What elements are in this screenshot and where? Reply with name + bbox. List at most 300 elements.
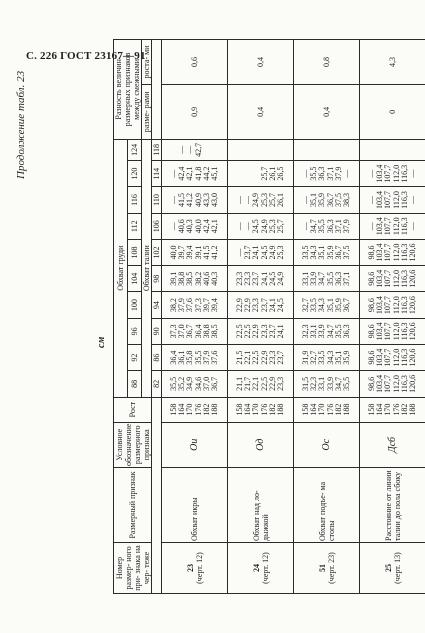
measurement-value: 23,7 <box>243 245 253 260</box>
value-cell <box>162 139 228 160</box>
col-number-header: Номер размер- ного при- знака на чер- теже <box>114 543 152 594</box>
waist-value: 118 <box>152 139 162 160</box>
measurement-value: 40,0 <box>169 245 179 260</box>
measurement-value: 98,6 <box>367 350 377 365</box>
measurement-value: 38,8 <box>201 324 211 339</box>
measurement-value: 103,4 <box>375 296 385 315</box>
measurement-value: 107,7 <box>383 269 393 288</box>
measurement-value: 40,0 <box>193 219 203 234</box>
measurement-value: 98,6 <box>367 245 377 260</box>
measurement-value: 22,9 <box>235 298 245 313</box>
value-cell <box>294 266 360 292</box>
measurement-value: 36,7 <box>325 192 335 207</box>
measurement-value: — <box>235 195 245 204</box>
measurement-value: 34,3 <box>309 245 319 260</box>
height-value: 176 <box>193 403 203 416</box>
rotated-page <box>13 33 417 598</box>
measurement-value: 22,9 <box>243 298 253 313</box>
waist-value: 82 <box>152 371 162 397</box>
measurement-value: 24,5 <box>251 219 261 234</box>
table-row <box>228 40 294 594</box>
measurement-value: 39,7 <box>201 298 211 313</box>
measurement-value: 24,1 <box>267 298 277 313</box>
value-cell <box>360 187 425 213</box>
measurement-value: 103,4 <box>375 164 385 183</box>
waist-value: 110 <box>152 187 162 213</box>
height-value: 188 <box>275 403 285 416</box>
measurement-value: 31,5 <box>301 376 311 391</box>
measurement-value: 38,8 <box>177 271 187 286</box>
measurement-value: 24,9 <box>275 271 285 286</box>
measurement-value: 37,3 <box>193 298 203 313</box>
measurement-value: — <box>185 145 195 154</box>
measurement-value: 33,5 <box>317 350 327 365</box>
measurement-value: 23,3 <box>267 350 277 365</box>
value-cell <box>162 161 228 187</box>
measurement-value: 34,3 <box>317 298 327 313</box>
table-row <box>162 40 228 594</box>
waist-value: 94 <box>152 292 162 318</box>
measurement-value: 42,4 <box>177 166 187 181</box>
row-feature-name: Обхват над ло- дыжкой <box>228 468 294 543</box>
measurement-value: 33,9 <box>309 271 319 286</box>
waist-header <box>142 139 152 397</box>
measurement-value: 25,3 <box>275 245 285 260</box>
height-value: 158 <box>169 403 179 416</box>
diff-height-value: 0,8 <box>294 40 360 85</box>
measurement-value: 23,7 <box>251 271 261 286</box>
measurement-value: — <box>243 222 253 231</box>
measurement-value: 22,9 <box>251 324 261 339</box>
measurement-value: 39,4 <box>185 245 195 260</box>
measurement-value: — <box>341 169 351 178</box>
measurement-value: 23,7 <box>259 298 269 313</box>
diff-spacer <box>152 40 162 140</box>
diff-size-header: разме- рами <box>142 84 152 139</box>
measurement-value: 37,1 <box>333 219 343 234</box>
measurement-value: 35,8 <box>185 350 195 365</box>
measurement-value: 98,6 <box>367 271 377 286</box>
measurement-value: 33,5 <box>301 245 311 260</box>
measurement-value: — <box>407 169 417 178</box>
chest-header: Обхват груди <box>114 139 128 397</box>
measurement-value: — <box>367 195 377 204</box>
measurement-value: 103,4 <box>375 348 385 367</box>
measurement-value: 112,0 <box>391 296 401 314</box>
measurement-value: 21,7 <box>243 376 253 391</box>
measurement-value: 103,4 <box>375 374 385 393</box>
col-name-header: Размерный признак <box>114 468 152 543</box>
row-feature-name: Обхват икры <box>162 468 228 543</box>
chest-value: 108 <box>128 239 142 265</box>
measurement-value: 35,1 <box>325 298 335 313</box>
measurement-value: 40,3 <box>209 271 219 286</box>
measurement-value: — <box>301 195 311 204</box>
height-value: 170 <box>317 403 327 416</box>
measurement-value: 37,9 <box>201 350 211 365</box>
measurement-value: 22,1 <box>251 376 261 391</box>
measurement-value: 98,6 <box>367 324 377 339</box>
height-value: 164 <box>309 403 319 416</box>
measurement-value: 40,9 <box>193 192 203 207</box>
measurement-value: 40,3 <box>185 219 195 234</box>
measurement-value: 21,1 <box>235 376 245 391</box>
measurement-value: 24,1 <box>251 245 261 260</box>
measurement-value: — <box>301 169 311 178</box>
table-caption: Продолжение табл. 23 <box>15 70 27 179</box>
measurement-value: 116,3 <box>399 322 409 341</box>
measurement-value: 35,5 <box>169 376 179 391</box>
row-number <box>228 543 294 594</box>
waist-value: 114 <box>152 161 162 187</box>
value-cell <box>360 213 425 239</box>
measurement-value: 35,1 <box>317 245 327 260</box>
measurement-value: 22,9 <box>267 376 277 391</box>
measurement-value: — <box>235 248 245 257</box>
measurement-value: 26,1 <box>267 166 277 181</box>
measurement-value: 33,9 <box>317 324 327 339</box>
measurement-value: 112,0 <box>391 269 401 288</box>
measurement-value: 34,7 <box>325 324 335 339</box>
measurement-value: 98,6 <box>367 376 377 391</box>
waist-value: 86 <box>152 345 162 371</box>
height-value: 188 <box>341 403 351 416</box>
measurement-value: 35,5 <box>325 271 335 286</box>
measurement-value: 107,7 <box>383 217 393 236</box>
unit-label: см <box>96 336 107 348</box>
measurement-value: 32,7 <box>301 298 311 313</box>
measurement-value: 120,6 <box>407 374 417 393</box>
measurement-value: 37,9 <box>341 219 351 234</box>
measurement-value: 107,7 <box>383 296 393 315</box>
measurement-value: 22,5 <box>251 350 261 365</box>
measurement-value: 37,9 <box>333 166 343 181</box>
measurement-value: 32,3 <box>301 324 311 339</box>
value-cell <box>228 266 294 292</box>
chest-value: 88 <box>128 371 142 397</box>
col-symbol-header: Условное обозначение размерного признака <box>114 423 151 466</box>
measurement-value: 41,8 <box>193 166 203 181</box>
value-cell <box>162 239 228 265</box>
height-value: 158 <box>367 403 377 416</box>
value-cell <box>162 345 228 371</box>
measurement-value: 41,2 <box>209 245 219 260</box>
value-cell <box>360 292 425 318</box>
measurement-value: 24,9 <box>267 245 277 260</box>
measurement-value: 107,7 <box>383 374 393 393</box>
measurement-value: 42,7 <box>193 142 203 157</box>
value-cell <box>360 318 425 344</box>
measurement-value: 116,3 <box>399 348 409 367</box>
measurement-value: 34,6 <box>193 376 203 391</box>
chest-value: 96 <box>128 318 142 344</box>
value-cell <box>228 345 294 371</box>
value-cell <box>360 239 425 265</box>
measurement-value: 22,1 <box>243 350 253 365</box>
measurement-value: 37,1 <box>341 271 351 286</box>
measurement-value: 120,6 <box>407 269 417 288</box>
row-number-value: 51 <box>317 564 327 572</box>
row-symbol: Дсб <box>360 422 425 467</box>
value-cell <box>294 213 360 239</box>
row-number <box>360 543 425 594</box>
measurement-value: 34,3 <box>325 350 335 365</box>
diff-height-value: 0,6 <box>162 40 228 85</box>
measurement-value: — <box>367 222 377 231</box>
measurement-value: 103,4 <box>375 217 385 236</box>
measurement-value: 36,4 <box>193 324 203 339</box>
measurement-value: 24,5 <box>275 298 285 313</box>
measurement-value: 38,2 <box>169 298 179 313</box>
measurement-value: 24,9 <box>259 219 269 234</box>
height-value: 182 <box>333 403 343 416</box>
table-row <box>360 40 425 594</box>
measurement-value: 23,3 <box>243 271 253 286</box>
value-cell <box>162 318 228 344</box>
height-value: 176 <box>325 403 335 416</box>
height-value: 182 <box>267 403 277 416</box>
measurement-value: 37,0 <box>201 376 211 391</box>
measurement-value: 34,7 <box>309 219 319 234</box>
measurement-value: — <box>407 195 417 204</box>
measurement-value: — <box>169 195 179 204</box>
diff-size-value: 0,4 <box>294 84 360 139</box>
value-cell <box>294 371 360 397</box>
measurement-value: 41,5 <box>201 245 211 260</box>
measurement-value: 42,4 <box>201 219 211 234</box>
waist-values-row <box>152 40 162 594</box>
measurement-value: 36,3 <box>317 166 327 181</box>
measurement-value: 34,7 <box>317 271 327 286</box>
waist-value: 106 <box>152 213 162 239</box>
chest-value: 116 <box>128 187 142 213</box>
diff-height-value: 4,3 <box>360 40 425 85</box>
height-value: 164 <box>177 403 187 416</box>
measurement-value: 107,7 <box>383 243 393 262</box>
measurement-value: 22,5 <box>243 324 253 339</box>
value-cell <box>162 187 228 213</box>
row-drawing-ref: (черт. 13) <box>392 552 402 584</box>
height-value: 158 <box>301 403 311 416</box>
measurement-value: 23,3 <box>235 271 245 286</box>
measurement-value: 36,3 <box>341 324 351 339</box>
measurement-value: 24,1 <box>259 271 269 286</box>
measurement-value: 43,3 <box>201 192 211 207</box>
value-cell <box>228 371 294 397</box>
measurement-value: 25,7 <box>275 219 285 234</box>
measurement-value: 24,5 <box>259 245 269 260</box>
value-cell <box>294 161 360 187</box>
height-value: 164 <box>375 403 385 416</box>
measurement-value: 40,6 <box>201 271 211 286</box>
measurement-value: 24,9 <box>251 192 261 207</box>
measurement-value: 36,7 <box>333 245 343 260</box>
row-number <box>162 543 228 594</box>
table-row <box>294 40 360 594</box>
height-value: 188 <box>209 403 219 416</box>
row-symbol: Ои <box>162 422 228 467</box>
waist-value: 98 <box>152 266 162 292</box>
measurement-value: — <box>169 169 179 178</box>
measurement-value: 22,5 <box>259 376 269 391</box>
measurement-value: 120,6 <box>407 322 417 341</box>
measurement-value: 22,9 <box>259 350 269 365</box>
measurement-value: 37,6 <box>209 350 219 365</box>
measurement-value: 36,7 <box>341 298 351 313</box>
measurement-value: 23,3 <box>259 324 269 339</box>
measurement-value <box>343 141 351 159</box>
measurement-value: 116,3 <box>399 164 409 183</box>
value-cell <box>162 292 228 318</box>
diff-height-header: роста- ми <box>142 40 152 85</box>
measurement-value: 120,6 <box>407 296 417 315</box>
row-drawing-ref: (черт. 23) <box>326 552 336 584</box>
measurement-value: 36,3 <box>325 219 335 234</box>
measurement-value: 35,9 <box>341 350 351 365</box>
row-symbol: Од <box>228 422 294 467</box>
value-cell <box>294 318 360 344</box>
value-cell <box>162 213 228 239</box>
row-heights <box>360 397 425 422</box>
height-value: 164 <box>243 403 253 416</box>
value-cell <box>360 266 425 292</box>
difference-header: Разность величин размерных признаков между смежными <box>114 40 142 140</box>
measurement-value: 35,1 <box>309 192 319 207</box>
measurement-value: 33,9 <box>325 376 335 391</box>
measurement-value: 39,1 <box>193 245 203 260</box>
measurement-value: 33,1 <box>301 271 311 286</box>
measurement-value: 36,7 <box>209 376 219 391</box>
chest-value: 120 <box>128 161 142 187</box>
measurement-value: 26,1 <box>275 192 285 207</box>
value-cell <box>294 187 360 213</box>
measurement-value: 39,1 <box>169 271 179 286</box>
measurement-value: 38,5 <box>209 324 219 339</box>
measurement-value: 26,5 <box>275 166 285 181</box>
waist-spacer <box>152 397 162 593</box>
col-height-header: Рост <box>114 397 152 422</box>
value-cell <box>228 187 294 213</box>
measurement-value: 33,5 <box>309 298 319 313</box>
value-cell <box>228 213 294 239</box>
height-value: 170 <box>185 403 195 416</box>
diff-size-value: 0,9 <box>162 84 228 139</box>
height-value: 170 <box>383 403 393 416</box>
measurement-value: 35,5 <box>333 324 343 339</box>
height-value: 170 <box>251 403 261 416</box>
measurement-value: 33,1 <box>317 376 327 391</box>
measurement-value: 25,3 <box>267 219 277 234</box>
measurement-value: — <box>177 145 187 154</box>
measurement-value: 116,3 <box>399 269 409 288</box>
measurement-value: — <box>243 195 253 204</box>
measurement-value: 35,2 <box>177 376 187 391</box>
measurement-value: 103,4 <box>375 322 385 341</box>
measurement-value: 21,5 <box>235 350 245 365</box>
measurement-value: 35,9 <box>325 245 335 260</box>
row-heights <box>294 397 360 422</box>
measurement-value: 25,7 <box>267 192 277 207</box>
measurement-value: 37,1 <box>325 166 335 181</box>
measurement-table <box>113 39 425 594</box>
chest-value: 124 <box>128 139 142 160</box>
row-drawing-ref: (черт. 12) <box>260 552 270 584</box>
row-feature-name: Обхват подъе- ма стопы <box>294 468 360 543</box>
chest-value: 104 <box>128 266 142 292</box>
height-value: 182 <box>201 403 211 416</box>
waist-value: 102 <box>152 239 162 265</box>
measurement-value: 98,6 <box>367 298 377 313</box>
value-cell <box>162 266 228 292</box>
row-heights <box>162 397 228 422</box>
height-value: 188 <box>407 403 417 416</box>
value-cell <box>360 139 425 160</box>
table-body <box>162 40 425 594</box>
measurement-value: 37,5 <box>333 192 343 207</box>
measurement-value: 116,3 <box>399 296 409 314</box>
measurement-value: 107,7 <box>383 348 393 367</box>
measurement-value: 31,9 <box>301 350 311 365</box>
diff-size-value: 0,4 <box>228 84 294 139</box>
value-cell <box>228 161 294 187</box>
measurement-value: 25,3 <box>259 192 269 207</box>
row-drawing-ref: (черт. 12) <box>194 552 204 584</box>
measurement-value: 44,2 <box>201 166 211 181</box>
measurement-value: — <box>407 222 417 231</box>
measurement-value: 36,3 <box>333 271 343 286</box>
measurement-value: — <box>235 222 245 231</box>
measurement-value: 45,1 <box>209 166 219 181</box>
measurement-value: 37,3 <box>169 324 179 339</box>
measurement-value: 43,0 <box>209 192 219 207</box>
measurement-value: 35,9 <box>333 298 343 313</box>
measurement-value: 37,0 <box>177 324 187 339</box>
measurement-value <box>277 141 285 159</box>
value-cell <box>294 292 360 318</box>
measurement-value: 35,5 <box>341 376 351 391</box>
row-feature-name: Расстояние от линии талии до пола сбоку <box>360 468 425 543</box>
measurement-value: 42,1 <box>185 166 195 181</box>
measurement-value: 112,0 <box>391 164 401 183</box>
row-number <box>294 543 360 594</box>
measurement-value: 34,9 <box>185 376 195 391</box>
diff-size-value: 0 <box>360 84 425 139</box>
measurement-value: 23,3 <box>275 376 285 391</box>
measurement-value: 36,7 <box>185 324 195 339</box>
measurement-value: 23,7 <box>267 324 277 339</box>
measurement-value: 38,2 <box>193 271 203 286</box>
measurement-value: 112,0 <box>391 375 401 393</box>
height-value: 176 <box>391 403 401 416</box>
value-cell <box>294 139 360 160</box>
measurement-value: 112,0 <box>391 322 401 341</box>
measurement-value: 107,7 <box>383 164 393 183</box>
measurement-value: 112,0 <box>391 348 401 367</box>
measurement-value: 35,5 <box>193 350 203 365</box>
measurement-value: 35,9 <box>317 192 327 207</box>
measurement-value: 23,7 <box>275 350 285 365</box>
measurement-value: 120,6 <box>407 348 417 367</box>
measurement-value: 116,3 <box>399 243 409 262</box>
row-heights <box>228 397 294 422</box>
measurement-value: 36,1 <box>177 350 187 365</box>
measurement-value: — <box>301 222 311 231</box>
diff-height-value: 0,4 <box>228 40 294 85</box>
row-number-value: 24 <box>251 564 261 572</box>
measurement-value: 39,7 <box>177 245 187 260</box>
measurement-value: 116,3 <box>399 375 409 393</box>
measurement-value: 37,6 <box>185 298 195 313</box>
